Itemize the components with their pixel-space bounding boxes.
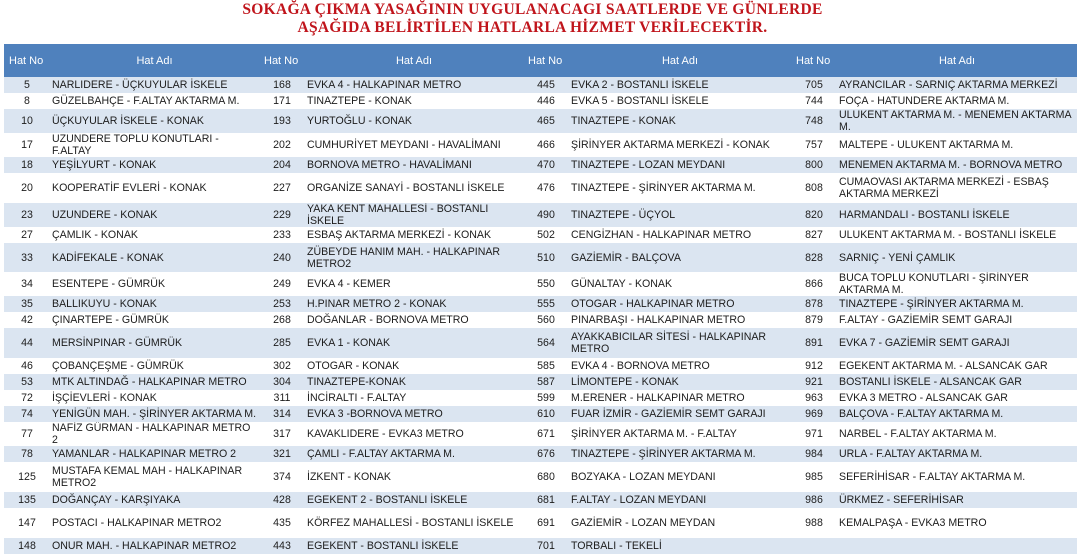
table-row bbox=[4, 133, 1077, 157]
line-number-cell bbox=[791, 538, 837, 554]
line-name-cell: EVKA 3 METRO - ALSANCAK GAR bbox=[837, 390, 1077, 406]
line-name-cell: ULUKENT AKTARMA M. - MENEMEN AKTARMA M. bbox=[837, 109, 1077, 133]
line-name-cell: KÖRFEZ MAHALLESİ - BOSTANLI İSKELE bbox=[305, 508, 523, 538]
line-number-cell: 321 bbox=[259, 446, 305, 462]
line-number-cell: 878 bbox=[791, 296, 837, 312]
line-name-cell: MUSTAFA KEMAL MAH - HALKAPINAR METRO2 bbox=[50, 462, 259, 492]
line-number-cell: 891 bbox=[791, 328, 837, 358]
line-number-cell: 374 bbox=[259, 462, 305, 492]
line-name-cell: FOÇA - HATUNDERE AKTARMA M. bbox=[837, 93, 1077, 109]
line-name-cell: ÇAMLIK - KONAK bbox=[50, 227, 259, 243]
line-number-cell: 445 bbox=[523, 77, 569, 93]
line-number-cell: 314 bbox=[259, 406, 305, 422]
line-number-cell: 53 bbox=[4, 374, 50, 390]
header-line-number: Hat No bbox=[791, 44, 837, 77]
bus-lines-table bbox=[4, 44, 1077, 554]
line-name-cell: TINAZTEPE - KONAK bbox=[569, 109, 791, 133]
line-name-cell: YURTOĞLU - KONAK bbox=[305, 109, 523, 133]
table-row bbox=[4, 243, 1077, 272]
line-number-cell: 510 bbox=[523, 243, 569, 272]
line-number-cell: 681 bbox=[523, 492, 569, 508]
table-row bbox=[4, 272, 1077, 296]
line-name-cell: CUMAOVASI AKTARMA MERKEZİ - ESBAŞ AKTARMA MERKEZİ bbox=[837, 173, 1077, 203]
line-name-cell: EGEKENT 2 - BOSTANLI İSKELE bbox=[305, 492, 523, 508]
line-name-cell: TINAZTEPE - ŞİRİNYER AKTARMA M. bbox=[569, 446, 791, 462]
line-number-cell: 757 bbox=[791, 133, 837, 157]
page-title-line-1: SOKAĞA ÇIKMA YASAĞININ UYGULANACAGI SAATLERDE VE GÜNLERDE bbox=[242, 1, 823, 18]
page-title-line-2: AŞAĞIDA BELİRTİLEN HATLARLA HİZMET VERİLECEKTİR. bbox=[297, 19, 768, 36]
line-name-cell: TINAZTEPE - ÜÇYOL bbox=[569, 203, 791, 227]
line-number-cell: 705 bbox=[791, 77, 837, 93]
line-number-cell: 171 bbox=[259, 93, 305, 109]
line-name-cell: NAFİZ GÜRMAN - HALKAPINAR METRO 2 bbox=[50, 422, 259, 446]
line-name-cell: NARBEL - F.ALTAY AKTARMA M. bbox=[837, 422, 1077, 446]
line-number-cell: 229 bbox=[259, 203, 305, 227]
line-name-cell: URLA - F.ALTAY AKTARMA M. bbox=[837, 446, 1077, 462]
line-number-cell: 435 bbox=[259, 508, 305, 538]
line-name-cell: ESENTEPE - GÜMRÜK bbox=[50, 272, 259, 296]
header-line-number: Hat No bbox=[4, 44, 50, 77]
line-name-cell: DOĞANLAR - BORNOVA METRO bbox=[305, 312, 523, 328]
line-name-cell: KADİFEKALE - KONAK bbox=[50, 243, 259, 272]
line-name-cell: TINAZTEPE - KONAK bbox=[305, 93, 523, 109]
line-number-cell: 18 bbox=[4, 157, 50, 173]
header-line-name: Hat Adı bbox=[50, 44, 259, 77]
line-number-cell: 476 bbox=[523, 173, 569, 203]
line-number-cell: 986 bbox=[791, 492, 837, 508]
line-name-cell: ZÜBEYDE HANIM MAH. - HALKAPINAR METRO2 bbox=[305, 243, 523, 272]
line-name-cell: EVKA 4 - BORNOVA METRO bbox=[569, 358, 791, 374]
line-name-cell: H.PINAR METRO 2 - KONAK bbox=[305, 296, 523, 312]
line-number-cell: 20 bbox=[4, 173, 50, 203]
line-name-cell: MTK ALTINDAĞ - HALKAPINAR METRO bbox=[50, 374, 259, 390]
line-number-cell: 564 bbox=[523, 328, 569, 358]
line-number-cell: 72 bbox=[4, 390, 50, 406]
line-name-cell: MENEMEN AKTARMA M. - BORNOVA METRO bbox=[837, 157, 1077, 173]
line-name-cell: TINAZTEPE - LOZAN MEYDANI bbox=[569, 157, 791, 173]
table-row bbox=[4, 390, 1077, 406]
line-name-cell: TINAZTEPE - ŞİRİNYER AKTARMA M. bbox=[837, 296, 1077, 312]
line-number-cell: 466 bbox=[523, 133, 569, 157]
line-name-cell: CENGİZHAN - HALKAPINAR METRO bbox=[569, 227, 791, 243]
line-number-cell: 985 bbox=[791, 462, 837, 492]
header-line-name: Hat Adı bbox=[569, 44, 791, 77]
line-number-cell: 8 bbox=[4, 93, 50, 109]
line-number-cell: 676 bbox=[523, 446, 569, 462]
table-row bbox=[4, 446, 1077, 462]
line-name-cell: EVKA 7 - GAZİEMİR SEMT GARAJI bbox=[837, 328, 1077, 358]
line-number-cell: 10 bbox=[4, 109, 50, 133]
line-name-cell: EVKA 1 - KONAK bbox=[305, 328, 523, 358]
table-row bbox=[4, 538, 1077, 554]
line-number-cell: 17 bbox=[4, 133, 50, 157]
line-number-cell: 963 bbox=[791, 390, 837, 406]
line-number-cell: 585 bbox=[523, 358, 569, 374]
line-name-cell: UZUNDERE TOPLU KONUTLARI - F.ALTAY bbox=[50, 133, 259, 157]
table-header-row bbox=[4, 44, 1077, 77]
line-number-cell: 680 bbox=[523, 462, 569, 492]
line-name-cell: FUAR İZMİR - GAZİEMİR SEMT GARAJI bbox=[569, 406, 791, 422]
line-name-cell: BALLIKUYU - KONAK bbox=[50, 296, 259, 312]
line-number-cell: 610 bbox=[523, 406, 569, 422]
line-name-cell: ORGANİZE SANAYİ - BOSTANLI İSKELE bbox=[305, 173, 523, 203]
line-number-cell: 35 bbox=[4, 296, 50, 312]
line-number-cell: 311 bbox=[259, 390, 305, 406]
line-number-cell: 202 bbox=[259, 133, 305, 157]
line-number-cell: 268 bbox=[259, 312, 305, 328]
table-row bbox=[4, 296, 1077, 312]
line-name-cell: ÇINARTEPE - GÜMRÜK bbox=[50, 312, 259, 328]
header-line-number: Hat No bbox=[259, 44, 305, 77]
line-number-cell: 302 bbox=[259, 358, 305, 374]
line-name-cell: YENİGÜN MAH. - ŞİRİNYER AKTARMA M. bbox=[50, 406, 259, 422]
line-name-cell: YAMANLAR - HALKAPINAR METRO 2 bbox=[50, 446, 259, 462]
line-number-cell: 550 bbox=[523, 272, 569, 296]
line-number-cell: 204 bbox=[259, 157, 305, 173]
table-row bbox=[4, 374, 1077, 390]
line-name-cell: ÜÇKUYULAR İSKELE - KONAK bbox=[50, 109, 259, 133]
line-name-cell: F.ALTAY - LOZAN MEYDANI bbox=[569, 492, 791, 508]
line-number-cell: 304 bbox=[259, 374, 305, 390]
line-number-cell: 820 bbox=[791, 203, 837, 227]
line-number-cell: 490 bbox=[523, 203, 569, 227]
line-name-cell: DOĞANÇAY - KARŞIYAKA bbox=[50, 492, 259, 508]
line-name-cell: MALTEPE - ULUKENT AKTARMA M. bbox=[837, 133, 1077, 157]
line-name-cell: YAKA KENT MAHALLESİ - BOSTANLI İSKELE bbox=[305, 203, 523, 227]
line-number-cell: 808 bbox=[791, 173, 837, 203]
line-name-cell: BOSTANLI İSKELE - ALSANCAK GAR bbox=[837, 374, 1077, 390]
line-name-cell: PINARBAŞI - HALKAPINAR METRO bbox=[569, 312, 791, 328]
line-name-cell: UZUNDERE - KONAK bbox=[50, 203, 259, 227]
table-row bbox=[4, 406, 1077, 422]
line-name-cell: KEMALPAŞA - EVKA3 METRO bbox=[837, 508, 1077, 538]
table-row bbox=[4, 422, 1077, 446]
line-name-cell: M.ERENER - HALKAPINAR METRO bbox=[569, 390, 791, 406]
line-name-cell: BORNOVA METRO - HAVALİMANI bbox=[305, 157, 523, 173]
line-name-cell: İZKENT - KONAK bbox=[305, 462, 523, 492]
line-name-cell: KAVAKLIDERE - EVKA3 METRO bbox=[305, 422, 523, 446]
line-number-cell: 748 bbox=[791, 109, 837, 133]
line-name-cell: ŞİRİNYER AKTARMA MERKEZİ - KONAK bbox=[569, 133, 791, 157]
line-number-cell: 27 bbox=[4, 227, 50, 243]
line-name-cell: POSTACI - HALKAPINAR METRO2 bbox=[50, 508, 259, 538]
line-number-cell: 971 bbox=[791, 422, 837, 446]
table-row bbox=[4, 157, 1077, 173]
line-name-cell: BUCA TOPLU KONUTLARI - ŞİRİNYER AKTARMA M. bbox=[837, 272, 1077, 296]
line-number-cell: 866 bbox=[791, 272, 837, 296]
line-number-cell: 147 bbox=[4, 508, 50, 538]
header-line-name: Hat Adı bbox=[305, 44, 523, 77]
line-name-cell: GÜZELBAHÇE - F.ALTAY AKTARMA M. bbox=[50, 93, 259, 109]
line-name-cell: F.ALTAY - GAZİEMİR SEMT GARAJI bbox=[837, 312, 1077, 328]
line-number-cell: 428 bbox=[259, 492, 305, 508]
line-number-cell: 800 bbox=[791, 157, 837, 173]
line-name-cell: GÜNALTAY - KONAK bbox=[569, 272, 791, 296]
line-name-cell: TINAZTEPE - ŞİRİNYER AKTARMA M. bbox=[569, 173, 791, 203]
line-number-cell: 879 bbox=[791, 312, 837, 328]
line-name-cell: BALÇOVA - F.ALTAY AKTARMA M. bbox=[837, 406, 1077, 422]
table-row bbox=[4, 358, 1077, 374]
table-row bbox=[4, 227, 1077, 243]
line-number-cell: 470 bbox=[523, 157, 569, 173]
table-row bbox=[4, 312, 1077, 328]
line-number-cell: 148 bbox=[4, 538, 50, 554]
line-name-cell: CUMHURİYET MEYDANI - HAVALİMANI bbox=[305, 133, 523, 157]
line-name-cell: EVKA 4 - KEMER bbox=[305, 272, 523, 296]
line-name-cell: ÇOBANÇEŞME - GÜMRÜK bbox=[50, 358, 259, 374]
line-number-cell: 671 bbox=[523, 422, 569, 446]
line-number-cell: 969 bbox=[791, 406, 837, 422]
line-number-cell: 443 bbox=[259, 538, 305, 554]
table-row bbox=[4, 173, 1077, 203]
line-name-cell: İNCİRALTI - F.ALTAY bbox=[305, 390, 523, 406]
line-number-cell: 249 bbox=[259, 272, 305, 296]
line-number-cell: 74 bbox=[4, 406, 50, 422]
line-name-cell: MERSİNPINAR - GÜMRÜK bbox=[50, 328, 259, 358]
line-number-cell: 984 bbox=[791, 446, 837, 462]
line-name-cell bbox=[837, 538, 1077, 554]
line-number-cell: 23 bbox=[4, 203, 50, 227]
line-number-cell: 193 bbox=[259, 109, 305, 133]
line-name-cell: EVKA 3 -BORNOVA METRO bbox=[305, 406, 523, 422]
line-number-cell: 285 bbox=[259, 328, 305, 358]
line-name-cell: GAZİEMİR - BALÇOVA bbox=[569, 243, 791, 272]
header-line-name: Hat Adı bbox=[837, 44, 1077, 77]
line-name-cell: AYRANCILAR - SARNIÇ AKTARMA MERKEZİ bbox=[837, 77, 1077, 93]
line-name-cell: EVKA 4 - HALKAPINAR METRO bbox=[305, 77, 523, 93]
line-number-cell: 560 bbox=[523, 312, 569, 328]
line-name-cell: TORBALI - TEKELİ bbox=[569, 538, 791, 554]
table-row bbox=[4, 492, 1077, 508]
line-name-cell: KOOPERATİF EVLERİ - KONAK bbox=[50, 173, 259, 203]
line-number-cell: 921 bbox=[791, 374, 837, 390]
line-number-cell: 691 bbox=[523, 508, 569, 538]
line-number-cell: 988 bbox=[791, 508, 837, 538]
line-number-cell: 125 bbox=[4, 462, 50, 492]
line-name-cell: ÜRKMEZ - SEFERİHİSAR bbox=[837, 492, 1077, 508]
table-row bbox=[4, 77, 1077, 93]
line-name-cell: SEFERİHİSAR - F.ALTAY AKTARMA M. bbox=[837, 462, 1077, 492]
line-name-cell: ONUR MAH. - HALKAPINAR METRO2 bbox=[50, 538, 259, 554]
line-name-cell: AYAKKABICILAR SİTESİ - HALKAPINAR METRO bbox=[569, 328, 791, 358]
table-row bbox=[4, 203, 1077, 227]
line-number-cell: 446 bbox=[523, 93, 569, 109]
line-name-cell: HARMANDALI - BOSTANLI İSKELE bbox=[837, 203, 1077, 227]
line-name-cell: TINAZTEPE-KONAK bbox=[305, 374, 523, 390]
line-name-cell: EVKA 2 - BOSTANLI İSKELE bbox=[569, 77, 791, 93]
table-row bbox=[4, 93, 1077, 109]
line-number-cell: 233 bbox=[259, 227, 305, 243]
table-row bbox=[4, 508, 1077, 538]
line-name-cell: OTOGAR - HALKAPINAR METRO bbox=[569, 296, 791, 312]
line-name-cell: LİMONTEPE - KONAK bbox=[569, 374, 791, 390]
line-number-cell: 135 bbox=[4, 492, 50, 508]
line-name-cell: NARLIDERE - ÜÇKUYULAR İSKELE bbox=[50, 77, 259, 93]
line-number-cell: 555 bbox=[523, 296, 569, 312]
line-number-cell: 227 bbox=[259, 173, 305, 203]
line-name-cell: GAZİEMİR - LOZAN MEYDAN bbox=[569, 508, 791, 538]
line-number-cell: 42 bbox=[4, 312, 50, 328]
table-row bbox=[4, 328, 1077, 358]
line-number-cell: 701 bbox=[523, 538, 569, 554]
line-number-cell: 240 bbox=[259, 243, 305, 272]
header-line-number: Hat No bbox=[523, 44, 569, 77]
line-name-cell: ŞİRİNYER AKTARMA M. - F.ALTAY bbox=[569, 422, 791, 446]
table-row bbox=[4, 462, 1077, 492]
line-number-cell: 828 bbox=[791, 243, 837, 272]
line-number-cell: 77 bbox=[4, 422, 50, 446]
line-name-cell: İŞÇİEVLERİ - KONAK bbox=[50, 390, 259, 406]
line-name-cell: EGEKENT - BOSTANLI İSKELE bbox=[305, 538, 523, 554]
line-number-cell: 33 bbox=[4, 243, 50, 272]
line-name-cell: SARNIÇ - YENİ ÇAMLIK bbox=[837, 243, 1077, 272]
line-number-cell: 587 bbox=[523, 374, 569, 390]
line-number-cell: 5 bbox=[4, 77, 50, 93]
line-name-cell: EVKA 5 - BOSTANLI İSKELE bbox=[569, 93, 791, 109]
line-number-cell: 34 bbox=[4, 272, 50, 296]
line-number-cell: 744 bbox=[791, 93, 837, 109]
line-number-cell: 317 bbox=[259, 422, 305, 446]
line-name-cell: ESBAŞ AKTARMA MERKEZİ - KONAK bbox=[305, 227, 523, 243]
line-number-cell: 78 bbox=[4, 446, 50, 462]
line-number-cell: 44 bbox=[4, 328, 50, 358]
table-row bbox=[4, 109, 1077, 133]
line-name-cell: ÇAMLI - F.ALTAY AKTARMA M. bbox=[305, 446, 523, 462]
line-number-cell: 827 bbox=[791, 227, 837, 243]
line-name-cell: OTOGAR - KONAK bbox=[305, 358, 523, 374]
line-number-cell: 502 bbox=[523, 227, 569, 243]
line-number-cell: 46 bbox=[4, 358, 50, 374]
line-name-cell: YEŞİLYURT - KONAK bbox=[50, 157, 259, 173]
line-number-cell: 912 bbox=[791, 358, 837, 374]
line-number-cell: 465 bbox=[523, 109, 569, 133]
line-number-cell: 253 bbox=[259, 296, 305, 312]
line-number-cell: 168 bbox=[259, 77, 305, 93]
line-name-cell: ULUKENT AKTARMA M. - BOSTANLI İSKELE bbox=[837, 227, 1077, 243]
line-name-cell: EGEKENT AKTARMA M. - ALSANCAK GAR bbox=[837, 358, 1077, 374]
line-number-cell: 599 bbox=[523, 390, 569, 406]
line-name-cell: BOZYAKA - LOZAN MEYDANI bbox=[569, 462, 791, 492]
